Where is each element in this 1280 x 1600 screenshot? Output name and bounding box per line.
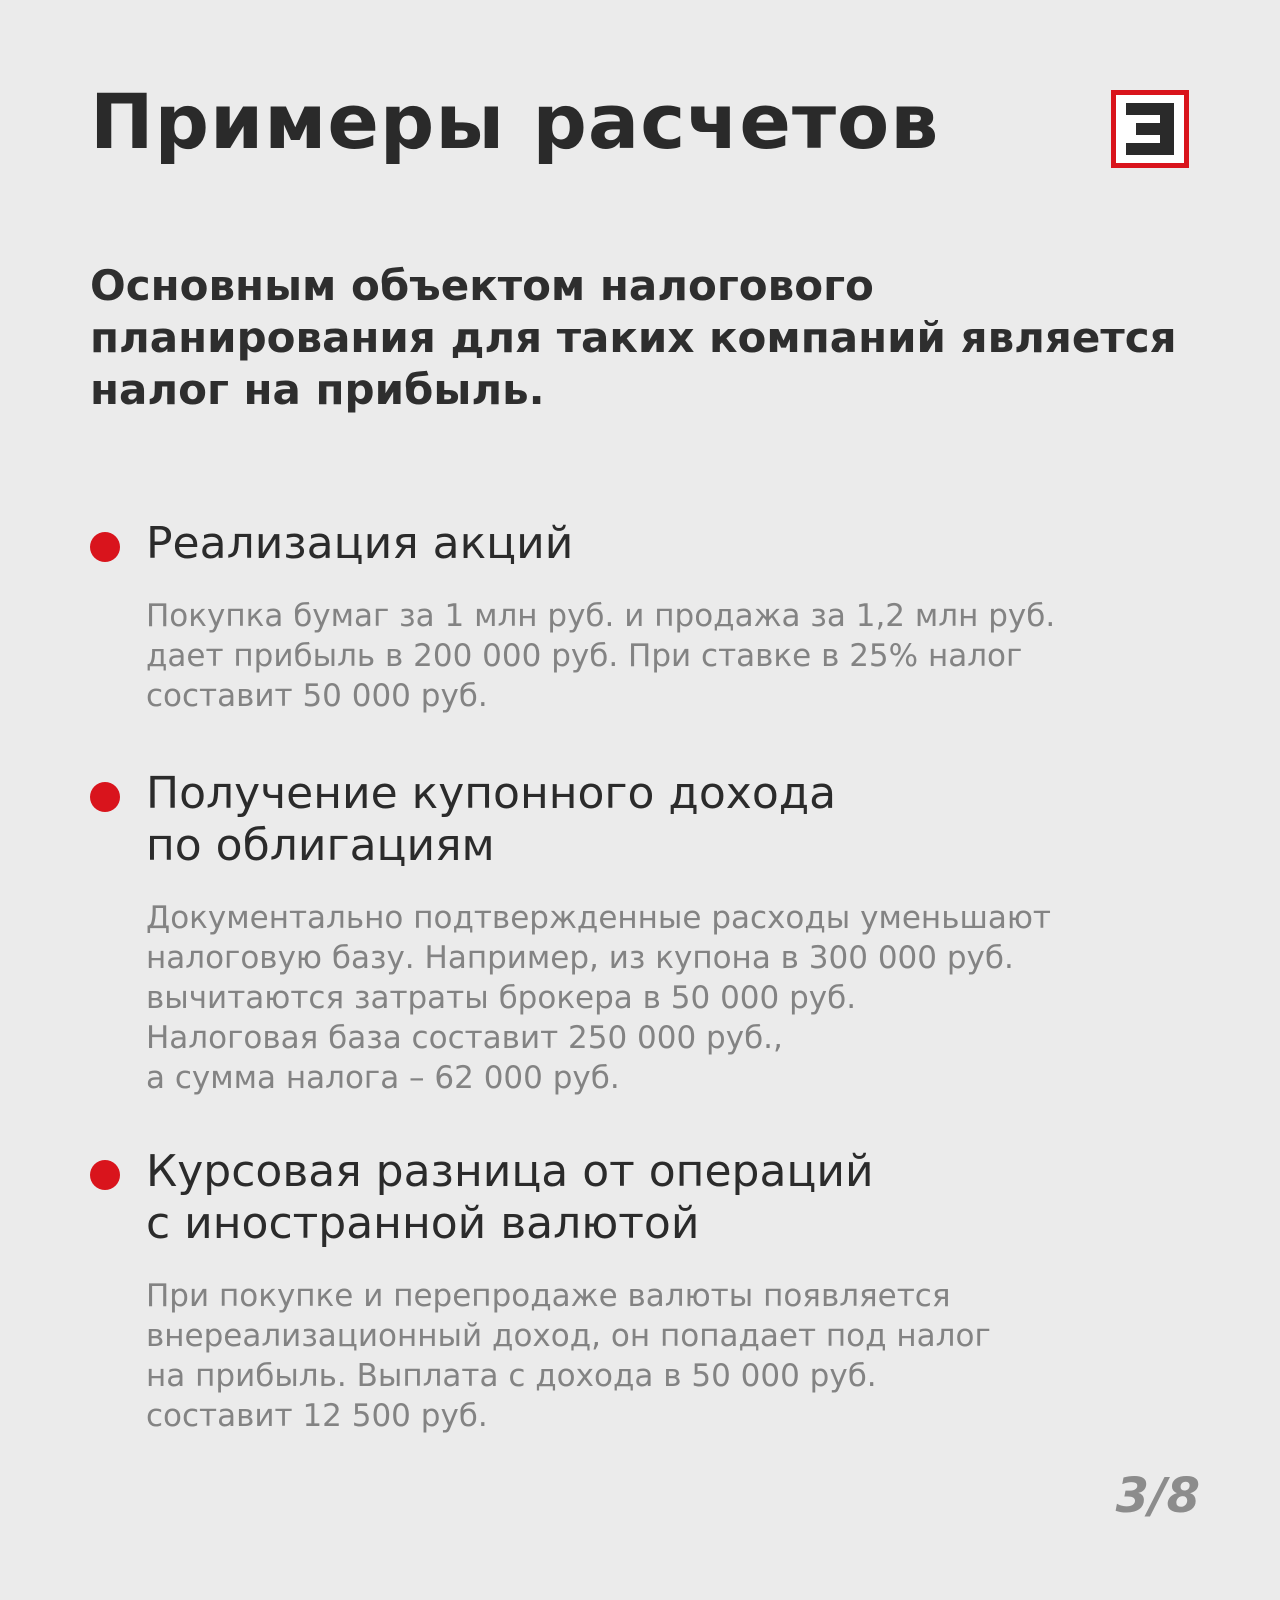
e-letter-logo-icon (1111, 90, 1189, 168)
list-item (90, 518, 1210, 716)
item-description: Покупка бумаг за 1 млн руб. и продажа за 1,2 млн руб. дает прибыль в 200 000 руб. При ставке в 25% налог составит 50 000 руб. (146, 598, 1056, 714)
item-title: Получение купонного дохода по облигациям (146, 768, 837, 871)
list-item (90, 768, 1210, 1098)
page-counter: 3/8 (1115, 1468, 1200, 1524)
bullet-dot-icon (90, 782, 120, 812)
bullet-dot-icon (90, 532, 120, 562)
item-description: Документально подтвержденные расходы уменьшают налоговую базу. Например, из купона в 300 000 руб. вычитаются затраты брокера в 50 000 руб. Налоговая база составит 250 000 руб., а сумма налога – 62 000 руб. (146, 900, 1051, 1096)
lead-paragraph: Основным объектом налогового планирования для таких компаний является налог на прибыль. (90, 261, 1177, 414)
page-title: Примеры расчетов (90, 77, 940, 166)
list-item (90, 1146, 1210, 1436)
item-title: Реализация акций (146, 518, 574, 569)
bullet-dot-icon (90, 1160, 120, 1190)
logo-glyph (1126, 103, 1174, 155)
item-title: Курсовая разница от операций с иностранной валютой (146, 1146, 874, 1249)
item-description: При покупке и перепродаже валюты появляется внереализационный доход, он попадает под налог на прибыль. Выплата с дохода в 50 000 руб. составит 12 500 руб. (146, 1278, 991, 1434)
